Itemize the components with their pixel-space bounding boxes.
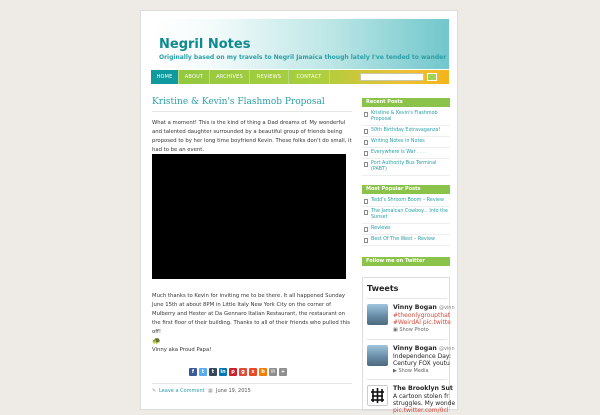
- post-intro: What a moment! This is the kind of thing a Dad dreams of. My wonderful and talented daughter surrounded by a beautiful group of friends being proposed to by her long time boyfriend Kevin. These folks don't do small, it had to be an event.: [152, 120, 352, 153]
- post-date: June 19, 2015: [216, 388, 251, 394]
- tweet-text[interactable]: #WeirdAl pic.twitte: [393, 319, 451, 326]
- document-icon: [364, 129, 368, 134]
- comment-icon: ✎: [152, 388, 157, 394]
- document-icon: [364, 227, 368, 232]
- tweet[interactable]: [367, 385, 456, 415]
- document-icon: [364, 162, 368, 167]
- site-title[interactable]: Negril Notes: [159, 37, 251, 52]
- tweet[interactable]: [367, 345, 455, 377]
- turtle-icon: 🐢: [152, 337, 161, 345]
- twitter-icon[interactable]: t: [199, 368, 207, 376]
- popular-post-link[interactable]: Best Of The West – Review: [362, 237, 450, 246]
- email-icon[interactable]: ✉: [270, 369, 276, 375]
- tweet-author[interactable]: Vinny Bogan @vinn: [393, 345, 455, 352]
- recent-post-link[interactable]: Kristine & Kevin's Flashmob Proposal: [362, 111, 450, 126]
- post-signature: Vinny aka Proud Papa!: [152, 347, 212, 353]
- recent-post-link[interactable]: Port Authority Bus Terminal (PABT): [362, 161, 450, 176]
- tumblr-icon[interactable]: t: [209, 368, 217, 376]
- popular-post-link[interactable]: Reviews: [362, 226, 450, 235]
- main-nav: [151, 70, 449, 84]
- pinterest-icon[interactable]: p: [229, 368, 237, 376]
- document-icon: [364, 199, 368, 204]
- recent-post-link[interactable]: Everywhere is War . . .: [362, 150, 450, 159]
- post-body: Much thanks to Kevin for inviting me to be there. It all happened Sunday June 15th at about 8PM in Little Italy New York City on the corner of Mulberry and Hester at Da Gennaro Italian Restaurant, the restaurant on the first floor of their building. Thanks to all of their friends who pulled this off!: [152, 293, 351, 335]
- document-icon: [364, 151, 368, 156]
- divider: [367, 339, 447, 340]
- avatar[interactable]: [367, 345, 388, 366]
- nav-home[interactable]: HOME: [151, 70, 179, 84]
- title-divider: [152, 111, 352, 112]
- search-button[interactable]: [427, 73, 437, 81]
- tweet-text: A cartoon stolen fr: [393, 393, 449, 400]
- tweet-text[interactable]: #theonlygroupthat: [393, 312, 451, 319]
- avatar[interactable]: [367, 385, 388, 406]
- leave-comment-link[interactable]: Leave a Comment: [159, 388, 205, 394]
- page-container: [140, 10, 458, 414]
- document-icon: [364, 140, 368, 145]
- post-title[interactable]: Kristine & Kevin's Flashmob Proposal: [152, 97, 325, 107]
- divider: [367, 379, 447, 380]
- post-meta: [152, 383, 352, 395]
- recent-posts-list: [362, 111, 450, 178]
- popular-post-link[interactable]: Tedd's Shroom Boom – Review: [362, 198, 450, 207]
- nav-archives[interactable]: ARCHIVES: [210, 70, 250, 84]
- tweet-text: struggles. My wonde: [393, 400, 456, 407]
- recent-posts-heading: Recent Posts: [362, 98, 450, 107]
- photo-icon: ▣: [393, 327, 398, 333]
- tweet-text: Century FOX youtu: [393, 360, 450, 367]
- popular-post-link[interactable]: The Jamaican Cowboy... Into the Sunset: [362, 209, 450, 224]
- popular-posts-list: [362, 198, 450, 248]
- twitter-timeline: [362, 277, 456, 414]
- divider: [367, 298, 447, 299]
- recent-post-link[interactable]: Writing Notes in Notes: [362, 139, 450, 148]
- search-input[interactable]: [360, 73, 424, 81]
- more-share-icon[interactable]: +: [280, 369, 286, 375]
- media-icon: ▶: [393, 368, 397, 374]
- tweet[interactable]: [367, 304, 455, 338]
- facebook-icon[interactable]: f: [189, 368, 197, 376]
- nav-reviews[interactable]: REVIEWS: [250, 70, 289, 84]
- nav-about[interactable]: ABOUT: [179, 70, 210, 84]
- tweet-author[interactable]: Vinny Bogan @vinn: [393, 304, 455, 311]
- popular-posts-heading: Most Popular Posts: [362, 185, 450, 194]
- google-plus-icon[interactable]: g: [239, 368, 247, 376]
- tweet-link[interactable]: pic.twitter.com/0cl: [393, 407, 449, 414]
- tweet-text: Independence Day:: [393, 353, 452, 360]
- stumbleupon-icon[interactable]: s: [249, 368, 257, 376]
- nav-contact[interactable]: CONTACT: [289, 70, 330, 84]
- document-icon: [364, 112, 368, 117]
- avatar[interactable]: [367, 304, 388, 325]
- share-buttons: [189, 368, 287, 377]
- tweet-author[interactable]: The Brooklyn Sut: [393, 385, 453, 392]
- recent-post-link[interactable]: 50th Birthday Extravaganza!: [362, 128, 450, 137]
- site-description: Originally based on my travels to Negril Jamaica though lately I've tended to wander: [159, 54, 447, 61]
- tweets-heading: Tweets: [367, 284, 399, 293]
- show-photo-link[interactable]: ▣ Show Photo: [393, 327, 429, 333]
- site-header: [151, 19, 449, 69]
- twitter-heading: Follow me on Twitter: [362, 257, 450, 266]
- document-icon: [364, 210, 368, 215]
- document-icon: [364, 238, 368, 243]
- linkedin-icon[interactable]: in: [220, 369, 226, 375]
- show-media-link[interactable]: ▶ Show Media: [393, 368, 429, 374]
- brooklyn-logo-icon: [368, 386, 387, 405]
- blogger-icon[interactable]: b: [259, 368, 267, 376]
- calendar-icon: ▦: [208, 388, 213, 394]
- video-player[interactable]: [152, 154, 346, 279]
